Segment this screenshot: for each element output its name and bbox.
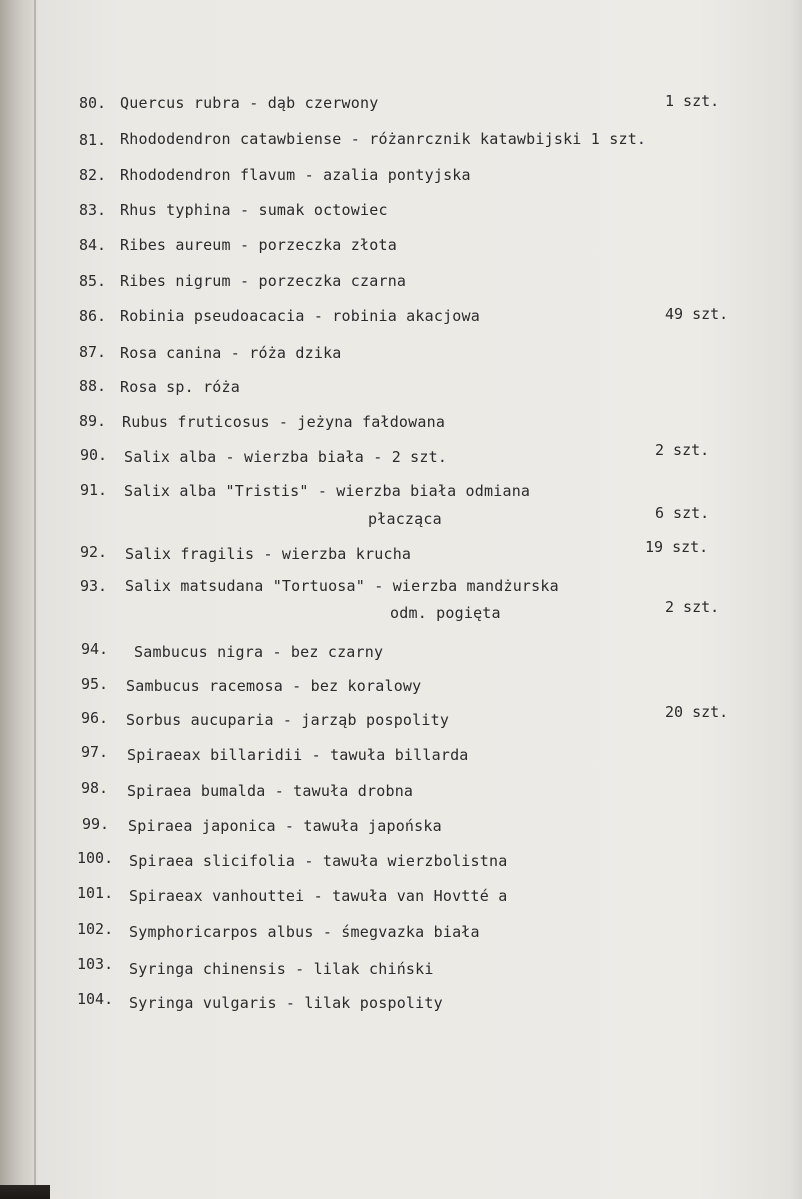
entry-text: Syringa vulgaris - lilak pospolity <box>129 994 443 1012</box>
entry-text: Robinia pseudoacacia - robinia akacjowa <box>120 307 480 325</box>
entry-number: 84. <box>79 236 107 254</box>
entry-text: Salix alba "Tristis" - wierzba biała odmiana <box>124 482 531 500</box>
entry-number: 87. <box>79 343 107 361</box>
entry-text: Sambucus nigra - bez czarny <box>134 643 384 661</box>
entry-text: Rhododendron catawbiense - różanrcznik katawbijski 1 szt. <box>120 130 647 148</box>
entry-text: Rubus fruticosus - jeżyna fałdowana <box>122 413 446 431</box>
entry-text: Rhododendron flavum - azalia pontyjska <box>120 166 471 184</box>
entry-text: Quercus rubra - dąb czerwony <box>120 94 379 112</box>
entry-number: 89. <box>79 412 107 430</box>
entry-number: 91. <box>80 481 108 499</box>
entry-text: Spiraea slicifolia - tawuła wierzbolistna <box>129 852 508 870</box>
entry-number: 103. <box>77 955 114 973</box>
entry-number: 85. <box>79 272 107 290</box>
entry-number: 83. <box>79 201 107 219</box>
entry-quantity: 1 szt. <box>665 92 720 110</box>
entry-text: Spiraea japonica - tawuła japońska <box>128 817 442 835</box>
entry-text: Rhus typhina - sumak octowiec <box>120 201 388 219</box>
entry-quantity: 6 szt. <box>655 504 710 522</box>
entry-text: Spiraeax vanhouttei - tawuła van Hovtté a <box>129 887 508 905</box>
entry-number: 102. <box>77 920 114 938</box>
entry-number: 96. <box>81 709 109 727</box>
entry-text: Salix fragilis - wierzba krucha <box>125 545 412 563</box>
entry-text-continuation: płacząca <box>368 510 442 528</box>
entry-text: Salix alba - wierzba biała - 2 szt. <box>124 448 448 466</box>
entry-quantity: 20 szt. <box>665 703 729 721</box>
entry-number: 93. <box>80 577 108 595</box>
entry-text: Spiraeax billaridii - tawuła billarda <box>127 746 469 764</box>
entry-number: 80. <box>79 94 107 112</box>
entry-number: 101. <box>77 884 114 902</box>
entry-text: Salix matsudana "Tortuosa" - wierzba mandżurska <box>125 577 559 595</box>
entry-number: 97. <box>81 743 109 761</box>
entry-quantity: 19 szt. <box>645 538 709 556</box>
entry-number: 95. <box>81 675 109 693</box>
entry-number: 82. <box>79 166 107 184</box>
entry-text: Syringa chinensis - lilak chiński <box>129 960 434 978</box>
entry-text: Ribes nigrum - porzeczka czarna <box>120 272 407 290</box>
entry-number: 98. <box>81 779 109 797</box>
entry-text: Ribes aureum - porzeczka złota <box>120 236 397 254</box>
entry-quantity: 2 szt. <box>655 441 710 459</box>
entry-text: Rosa canina - róża dzika <box>120 344 342 362</box>
entry-number: 100. <box>77 849 114 867</box>
entry-number: 88. <box>79 377 107 395</box>
entry-text: Spiraea bumalda - tawuła drobna <box>127 782 414 800</box>
entry-number: 92. <box>80 543 108 561</box>
entry-number: 81. <box>79 131 107 149</box>
entry-text-continuation: odm. pogięta <box>390 604 501 622</box>
entry-number: 90. <box>80 446 108 464</box>
entry-quantity: 49 szt. <box>665 305 729 323</box>
entry-quantity: 2 szt. <box>665 598 720 616</box>
entry-text: Sambucus racemosa - bez koralowy <box>126 677 422 695</box>
entry-text: Sorbus aucuparia - jarząb pospolity <box>126 711 450 729</box>
entry-number: 94. <box>81 640 109 658</box>
entry-number: 86. <box>79 307 107 325</box>
entry-text: Symphoricarpos albus - śmegvazka biała <box>129 923 480 941</box>
entry-text: Rosa sp. róża <box>120 378 240 396</box>
entry-number: 104. <box>77 990 114 1008</box>
entry-number: 99. <box>82 815 110 833</box>
